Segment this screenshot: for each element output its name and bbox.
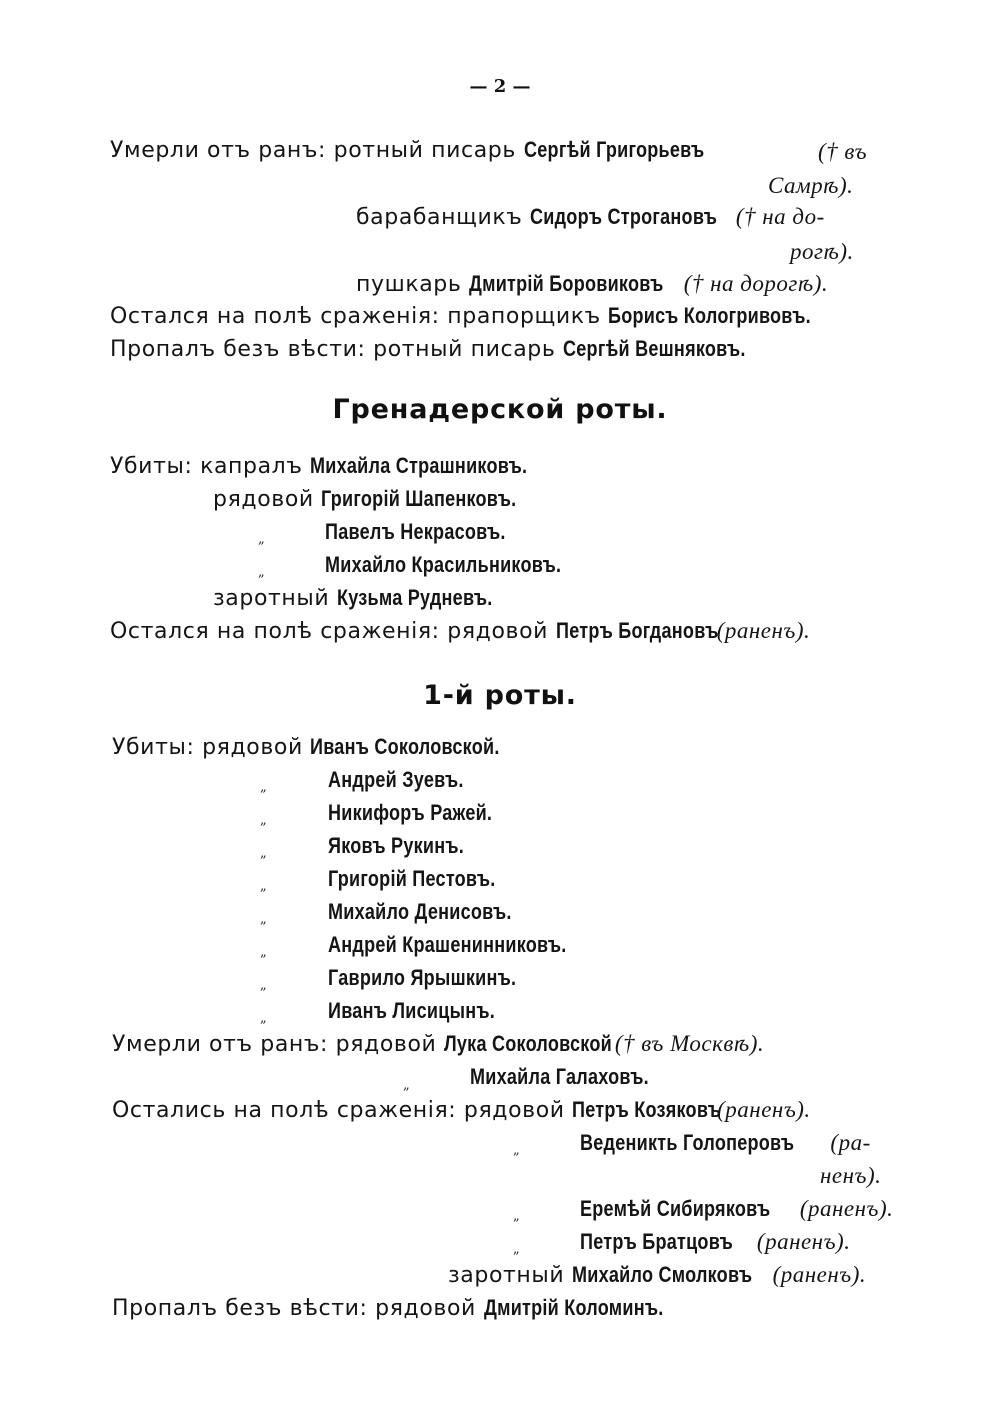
entry-name: Дмитрій Боровиковъ [469,271,664,296]
ditto-mark: „ [260,813,267,828]
entry-rank: ротный писарь [333,138,516,163]
died-of-wounds-line-1 [110,136,744,165]
entry-label: Умерли отъ ранъ: [110,138,327,163]
entry-note-cont: Самрѣ). [768,173,854,198]
entry-name: Михайла Галаховъ. [470,1064,649,1089]
entry-rank: пушкарь [356,272,462,297]
entry-name: Петръ Богдановъ [555,618,719,643]
page-number: — 2 — [469,76,531,97]
killed-line [112,733,542,762]
remained-line [110,302,856,331]
entry-name: Никифоръ Ражей. [328,800,493,825]
entry-label: Умерли отъ ранъ: [112,1032,329,1057]
entry-rank: заротный [448,1263,565,1288]
ditto-mark: „ [260,978,267,993]
entry-label: Остались на полѣ сраженія: [112,1098,457,1123]
entry-name: Андрей Крашенинниковъ. [328,932,567,957]
entry-rank: рядовой [335,1032,437,1057]
killed-line [328,865,532,894]
entry-label: Пропалъ безъ вѣсти: [110,337,366,362]
killed-line [328,931,619,960]
entry-note: († въ [818,139,868,164]
remained-line [112,1096,855,1125]
entry-name: Сидоръ Строгановъ [529,204,718,229]
ditto-mark: „ [258,532,265,547]
entry-name: Яковъ Рукинъ. [328,833,465,858]
entry-rank: рядовой [447,619,549,644]
entry-name: Иванъ Лисицынъ. [328,998,496,1023]
ditto-mark: „ [513,1143,520,1158]
killed-line [328,766,493,795]
remained-line [448,1261,893,1290]
killed-line [110,452,575,481]
entry-name: Сергѣй Вешняковъ. [563,336,746,361]
entry-rank: прапорщикъ [447,304,601,329]
missing-line [112,1294,702,1323]
ditto-mark: „ [513,1209,520,1224]
entry-rank: капралъ [200,454,303,479]
entry-rank: рядовой [202,735,303,760]
entry-rank: рядовой [213,487,314,512]
killed-line [328,898,552,927]
remained-line [110,617,855,646]
entry-name: Григорій Шапенковъ. [321,486,517,511]
killed-line [213,584,527,613]
ditto-mark: „ [260,945,267,960]
ditto-mark: „ [513,1242,520,1257]
entry-label: Остался на полѣ сраженія: [110,304,440,329]
entry-rank: ротный писарь [373,337,556,362]
died-of-wounds-line [112,1030,806,1059]
entry-label: Пропалъ безъ вѣсти: [112,1296,368,1321]
entry-name: Михайло Красильниковъ. [325,552,562,577]
entry-name: Иванъ Соколовской. [310,734,501,759]
entry-name: Григорій Пестовъ. [328,866,496,891]
ditto-mark: „ [260,1011,267,1026]
entry-note: (раненъ). [716,618,811,643]
killed-line [328,997,532,1026]
killed-line [328,964,558,993]
section-heading: Гренадерской роты. [332,394,668,425]
died-of-wounds-line [470,1063,688,1092]
section-heading: 1-й роты. [423,680,577,711]
killed-line [328,832,494,861]
remained-line [580,1129,889,1158]
entry-name: Гаврило Ярышкинъ. [328,965,517,990]
entry-name: Еремѣй Сибиряковъ [580,1196,771,1221]
entry-name: Дмитрій Коломинъ. [483,1295,664,1320]
ditto-mark: „ [260,846,267,861]
entry-name: Михайло Смолковъ [571,1262,753,1287]
entry-label: Убиты: [110,454,193,479]
killed-line [328,799,528,828]
ditto-mark: „ [260,780,267,795]
entry-note-cont: ненъ). [820,1163,882,1188]
entry-note: (раненъ). [756,1229,851,1254]
died-of-wounds-line-3 [356,270,858,299]
missing-line [110,335,786,364]
ditto-mark: „ [260,879,267,894]
ditto-mark: „ [258,565,265,580]
entry-rank: рядовой [375,1296,476,1321]
remained-line [580,1195,913,1224]
ditto-mark: „ [403,1078,410,1093]
entry-note: (раненъ). [717,1097,811,1122]
entry-name: Михайло Денисовъ. [328,899,512,924]
entry-rank: барабанщикъ [356,205,523,230]
entry-label: Убиты: [112,735,195,760]
entry-name: Андрей Зуевъ. [328,767,464,792]
entry-note: († въ Москвѣ). [614,1031,765,1056]
entry-label: Остался на полѣ сраженія: [110,619,440,644]
killed-line [325,518,545,547]
died-of-wounds-line-2 [356,203,855,232]
entry-rank: заротный [213,586,330,611]
entry-name: Борисъ Кологривовъ. [608,303,812,328]
remained-line [580,1228,868,1257]
entry-name: Лука Соколовской [444,1031,612,1056]
killed-line [213,485,560,514]
entry-note-cont: рогѣ). [790,239,854,264]
entry-name: Павелъ Некрасовъ. [325,519,506,544]
entry-name: Петръ Козяковъ [572,1097,722,1122]
killed-line [325,551,613,580]
entry-note: (ра- [830,1130,871,1155]
entry-note: († на дорогѣ). [683,271,829,296]
entry-name: Петръ Братцовъ [580,1229,733,1254]
entry-name: Михайла Страшниковъ. [310,453,528,478]
entry-name: Веденикть Голоперовъ [580,1130,795,1155]
entry-note: (раненъ). [799,1196,894,1221]
entry-note: (раненъ). [772,1262,867,1287]
entry-rank: рядовой [463,1098,565,1123]
ditto-mark: „ [260,912,267,927]
entry-note: († на до- [735,204,825,229]
entry-name: Сергѣй Григорьевъ [523,137,704,162]
entry-name: Кузьма Рудневъ. [336,585,493,610]
